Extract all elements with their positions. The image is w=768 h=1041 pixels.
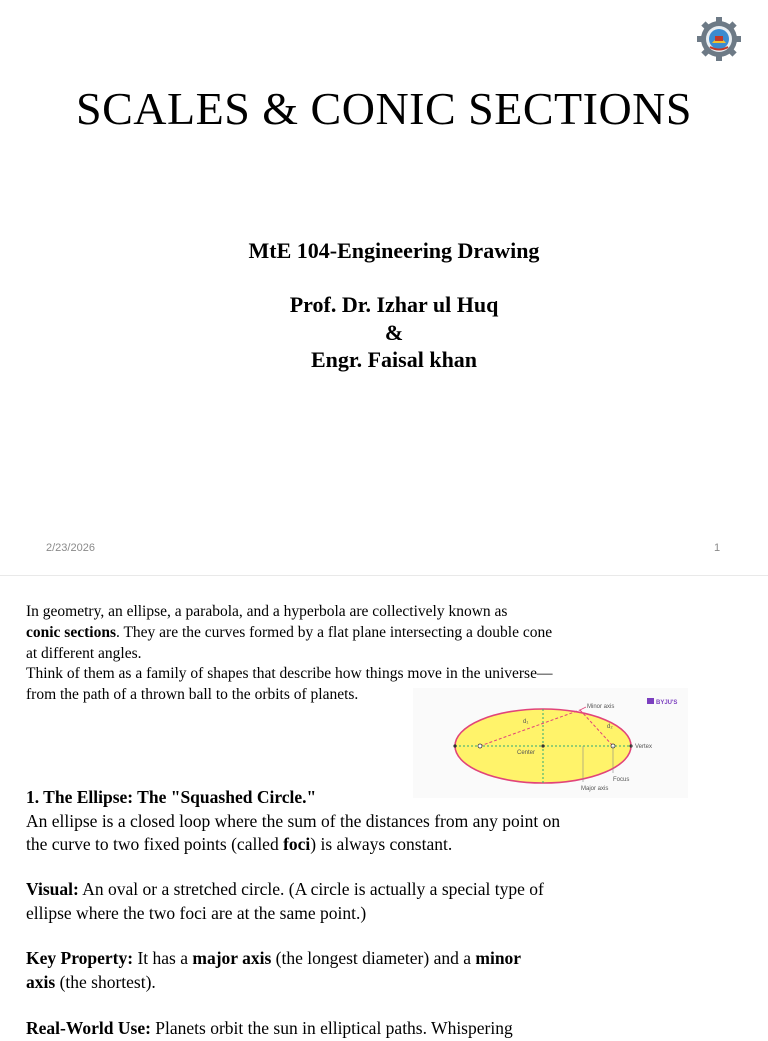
label-minor-axis: Minor axis [587,704,615,710]
ellipse-diagram [413,688,688,798]
visual-block [26,878,636,925]
real-world-label: Real-World Use: [26,1018,151,1038]
slide-date: 2/23/2026 [46,542,95,554]
label-major-axis: Major axis [581,786,609,792]
university-gear-logo-icon [697,17,741,61]
key-text: (the shortest). [55,971,156,992]
key-text: (the longest diameter) and a [271,948,476,968]
slide-title: SCALES & CONIC SECTIONS [76,83,692,134]
course-name: MtE 104-Engineering Drawing [248,238,540,263]
real-world-block [26,1017,636,1041]
center-point [541,744,544,747]
intro-line: Think of them as a family of shapes that describe how things move in the universe— [26,665,553,683]
author-primary: Prof. Dr. Izhar ul Huq [289,292,499,317]
byjus-logo-icon [647,698,654,704]
conic-sections-page [0,576,768,1038]
visual-text: ellipse where the two foci are at the same point.) [26,902,367,923]
intro-line: at different angles. [26,644,142,662]
author-separator: & [384,320,404,345]
label-d1: d₁ [523,719,529,725]
definition-text: ) is always constant. [310,834,453,854]
intro-line: . They are the curves formed by a flat plane intersecting a double cone [115,623,553,641]
slide-number: 1 [714,542,721,554]
intro-line: In geometry, an ellipse, a parabola, and a hyperbola are collectively known as [26,603,508,620]
visual-text: An oval or a stretched circle. (A circle is actually a special type of [78,879,544,899]
definition-text: the curve to two fixed points (called [26,834,284,854]
byjus-brand: BYJU'S [656,700,678,706]
definition-text: An ellipse is a closed loop where the sum of the distances from any point on [26,810,561,831]
conic-sections-term: conic sections [26,623,116,641]
major-axis-term: major axis [192,948,272,968]
axis-term: axis [26,971,56,992]
minor-term: minor [475,948,522,968]
label-focus: Focus [613,777,630,783]
label-vertex: Vertex [635,744,653,750]
foci-term: foci [283,834,311,854]
label-center: Center [517,750,536,756]
author-secondary: Engr. Faisal khan [310,347,478,372]
key-property-label: Key Property: [26,948,134,968]
section-heading: 1. The Ellipse: The "Squashed Circle." [26,787,317,807]
label-d2: d₂ [607,724,613,730]
vertex-left-point [453,744,456,747]
real-world-text: Planets orbit the sun in elliptical paths. Whispering [150,1018,513,1038]
intro-line: from the path of a thrown ball to the orbits of planets. [26,686,359,704]
visual-label: Visual: [26,879,79,899]
ellipse-definition-block [26,786,636,857]
key-property-block [26,947,636,994]
focus-left-point [478,744,482,748]
key-text: It has a [133,948,193,968]
